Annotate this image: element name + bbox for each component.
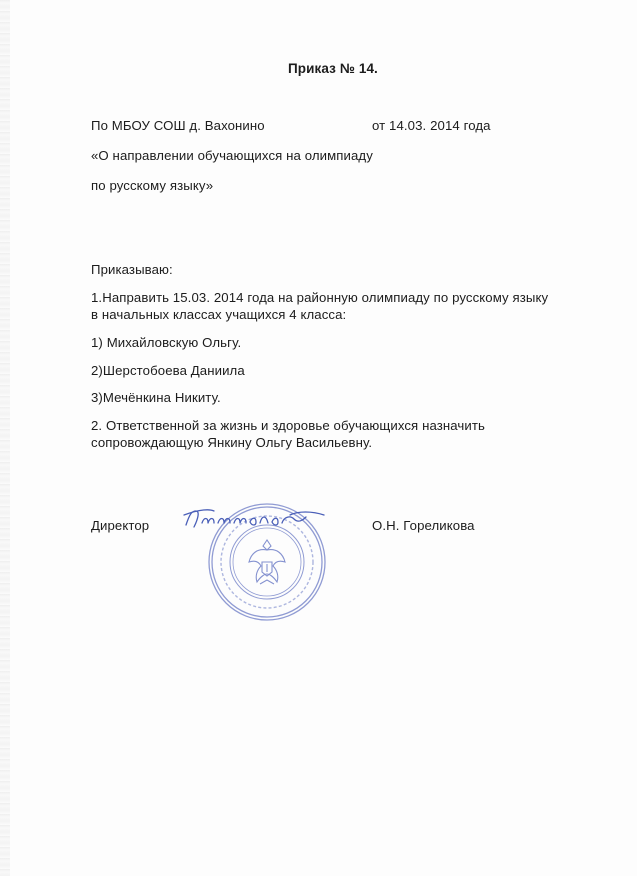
order-date: от 14.03. 2014 года <box>372 118 491 133</box>
organization-line: По МБОУ СОШ д. Вахонино <box>91 118 265 133</box>
subject-line-1: «О направлении обучающихся на олимпиаду <box>91 148 373 163</box>
scan-edge <box>0 0 10 876</box>
signature-icon <box>180 505 330 535</box>
subject-line-2: по русскому языку» <box>91 178 214 193</box>
item-1-line-2: в начальных классах учащихся 4 класса: <box>91 307 347 322</box>
item-2-line-1: 2. Ответственной за жизнь и здоровье обучающихся назначить <box>91 418 485 433</box>
signer-name: О.Н. Гореликова <box>372 518 475 533</box>
order-word: Приказываю: <box>91 262 173 277</box>
signer-title: Директор <box>91 518 150 533</box>
document-title: Приказ № 14. <box>288 61 378 76</box>
student-3: 3)Мечёнкина Никиту. <box>91 390 221 405</box>
student-2: 2)Шерстобоева Даниила <box>91 363 245 378</box>
item-1-line-1: 1.Направить 15.03. 2014 года на районную олимпиаду по русскому языку <box>91 290 549 305</box>
student-1: 1) Михайловскую Ольгу. <box>91 335 242 350</box>
item-2-line-2: сопровождающую Янкину Ольгу Васильевну. <box>91 435 373 450</box>
